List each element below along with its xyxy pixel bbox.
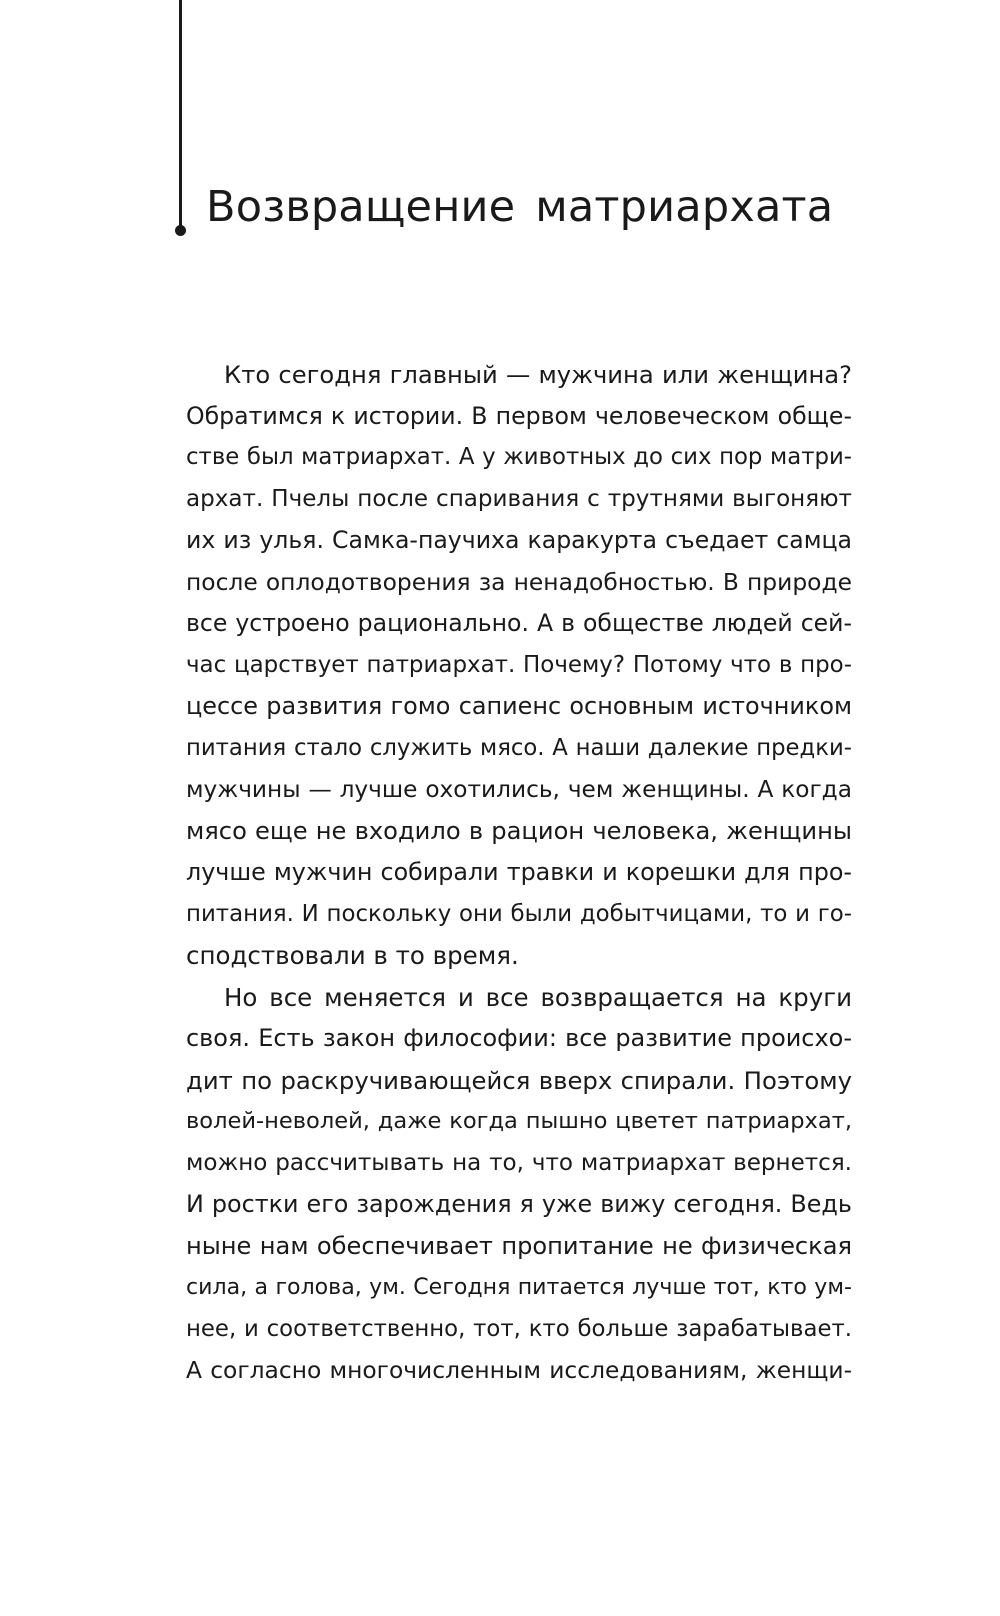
- text-line: все устроено рационально. А в обществе людей сей-: [186, 609, 852, 637]
- paragraph-1: [186, 354, 852, 977]
- text-line: мужчины — лучше охотились, чем женщины. А когда: [186, 776, 852, 803]
- text-line: нее, и соответственно, тот, кто больше зарабатывает.: [186, 1315, 852, 1342]
- text-line: питания стало служить мясо. А наши далекие предки-: [186, 734, 852, 761]
- text-line: цессе развития гомо сапиенс основным источником: [186, 692, 852, 720]
- text-line: архат. Пчелы после спаривания с трутнями выгоняют: [186, 485, 852, 512]
- text-line: ныне нам обеспечивает пропитание не физическая: [186, 1231, 852, 1260]
- paragraph-2: [186, 977, 852, 1392]
- text-line: час царствует патриархат. Почему? Потому что в про-: [186, 651, 852, 678]
- text-line: сила, а голова, ум. Сегодня питается лучше тот, кто ум-: [186, 1275, 852, 1300]
- text-line: дит по раскручивающейся вверх спирали. Поэтому: [186, 1065, 852, 1095]
- chapter-title: Возвращение матриархата: [206, 182, 834, 232]
- body-text: [186, 354, 852, 1392]
- text-line: волей-неволей, даже когда пышно цветет патриархат,: [186, 1108, 852, 1134]
- text-line: лучше мужчин собирали травки и корешки для про-: [186, 858, 852, 886]
- text-line: Но все меняется и все возвращается на круги: [224, 982, 852, 1012]
- text-line: сподствовали в то время.: [186, 941, 519, 970]
- text-line: своя. Есть закон философии: все развитие происхо-: [186, 1024, 852, 1052]
- text-line: их из улья. Самка-паучиха каракурта съедает самца: [186, 526, 852, 554]
- text-line: Кто сегодня главный — мужчина или женщина?: [224, 360, 852, 389]
- text-line: питания. И поскольку они были добытчицами, то и го-: [186, 900, 852, 927]
- chapter-rule: [179, 0, 182, 228]
- text-line: И ростки его зарождения я уже вижу сегодня. Ведь: [186, 1190, 852, 1218]
- text-line: Обратимся к истории. В первом человеческом обще-: [186, 401, 852, 430]
- text-line: стве был матриархат. А у животных до сих пор матри-: [186, 444, 852, 470]
- text-line: после оплодотворения за ненадобностью. В природе: [186, 567, 852, 596]
- text-line: А согласно многочисленным исследованиям, женщи-: [186, 1356, 852, 1384]
- chapter-rule-dot: [175, 225, 186, 236]
- text-line: мясо еще не входило в рацион человека, женщины: [186, 816, 852, 845]
- text-line: можно рассчитывать на то, что матриархат вернется.: [186, 1149, 852, 1176]
